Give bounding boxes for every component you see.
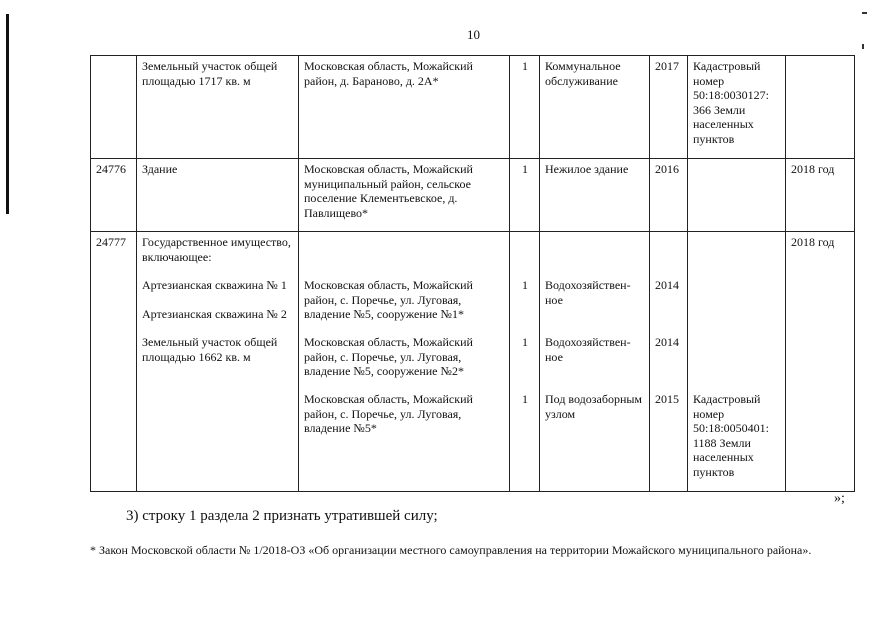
group-item-qty: 1 xyxy=(522,278,528,292)
cell-term: 2018 год xyxy=(786,232,855,492)
group-item-name: Артезианская скважина № 1 xyxy=(142,278,287,292)
cell-address: Московская область, Можайский муниципальный район, сельское поселение Клементьевское, д. Павлищево* xyxy=(299,159,510,232)
cell-term: 2018 год xyxy=(786,159,855,232)
group-item-year: 2015 xyxy=(655,392,679,406)
cell-qty xyxy=(510,232,540,492)
cell-year: 2016 xyxy=(650,159,688,232)
cell-purpose xyxy=(540,232,650,492)
group-item-purpose: Водохозяйствен-ное xyxy=(545,278,631,307)
cell-term xyxy=(786,56,855,159)
scan-speck xyxy=(862,12,867,14)
scan-edge-mark xyxy=(6,14,9,214)
cell-qty: 1 xyxy=(510,56,540,159)
group-item-purpose: Водохозяйствен-ное xyxy=(545,335,631,364)
list-item-3: 3) строку 1 раздела 2 признать утратившей силу; xyxy=(126,508,438,524)
group-item-purpose: Под водозаборным узлом xyxy=(545,392,643,421)
cell-name: Земельный участок общей площадью 1717 кв. м xyxy=(137,56,299,159)
cell-notes: Кадастровый номер 50:18:0030127: 366 Земли населенных пунктов xyxy=(688,56,786,159)
group-item-qty: 1 xyxy=(522,392,528,406)
cell-year xyxy=(650,232,688,492)
cell-id: 24777 xyxy=(91,232,137,492)
closing-quote: »; xyxy=(834,491,845,506)
cell-address: Московская область, Можайский район, д. Бараново, д. 2А* xyxy=(299,56,510,159)
cell-name: Здание xyxy=(137,159,299,232)
cell-id: 24776 xyxy=(91,159,137,232)
table-row-group xyxy=(91,232,855,492)
footnote: * Закон Московской области № 1/2018-ОЗ «Об организации местного самоуправления на территории Можайского муниципального района». xyxy=(90,543,812,557)
cell-id xyxy=(91,56,137,159)
group-item-notes: Кадастровый номер 50:18:0050401: 1188 Земли населенных пунктов xyxy=(693,392,770,479)
group-title: Государственное имущество, включающее: xyxy=(142,235,291,264)
group-item-name: Земельный участок общей площадью 1662 кв. м xyxy=(142,335,278,364)
cell-purpose: Коммунальное обслуживание xyxy=(540,56,650,159)
cell-notes xyxy=(688,232,786,492)
cell-notes xyxy=(688,159,786,232)
group-item-address: Московская область, Можайский район, с. Поречье, ул. Луговая, владение №5, сооружение №2* xyxy=(304,335,473,378)
table-row xyxy=(91,159,855,232)
cell-year: 2017 xyxy=(650,56,688,159)
scan-speck xyxy=(862,44,864,49)
cell-name xyxy=(137,232,299,492)
table-row xyxy=(91,56,855,159)
group-item-address: Московская область, Можайский район, с. Поречье, ул. Луговая, владение №5* xyxy=(304,392,473,435)
group-item-address: Московская область, Можайский район, с. Поречье, ул. Луговая, владение №5, сооружение №1* xyxy=(304,278,473,321)
cell-purpose: Нежилое здание xyxy=(540,159,650,232)
page-number: 10 xyxy=(467,27,480,42)
group-item-year: 2014 xyxy=(655,335,679,349)
group-item-name: Артезианская скважина № 2 xyxy=(142,306,287,321)
cell-address xyxy=(299,232,510,492)
group-item-qty: 1 xyxy=(522,335,528,349)
property-table xyxy=(90,55,855,492)
cell-qty: 1 xyxy=(510,159,540,232)
group-item-year: 2014 xyxy=(655,278,679,292)
